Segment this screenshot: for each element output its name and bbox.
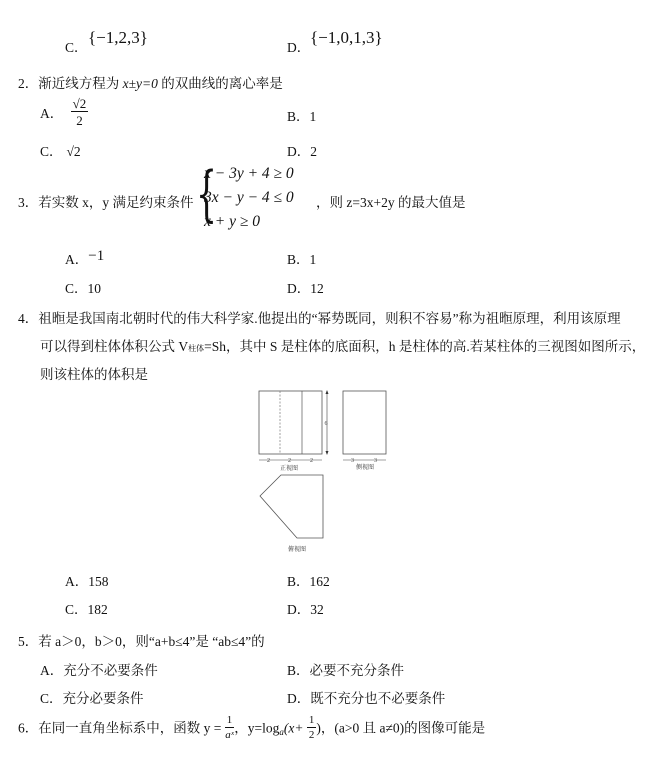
stem-text: 祖暅是我国南北朝时代的伟大科学家.他提出的“幂势既同，则积不容易”称为祖暅原理，利用该原理: [38, 311, 621, 326]
option-label: D．: [287, 40, 311, 55]
option-value: 10: [87, 281, 102, 296]
option-label: C．: [65, 281, 88, 296]
option-value: 12: [310, 281, 324, 296]
option-label: D．: [287, 281, 311, 296]
stem-text: 在同一直角坐标系中，函数 y =: [38, 720, 222, 736]
log-base: a: [279, 726, 284, 737]
option-label: A．: [40, 106, 64, 121]
stem-text: 若实数 x，y 满足约束条件: [38, 195, 194, 210]
question-number: 5．: [18, 634, 39, 649]
question-6-stem: [18, 715, 485, 741]
q2-option-a: [40, 97, 88, 127]
q4-option-a: [65, 570, 109, 590]
top-view-outline: [260, 475, 323, 538]
option-label: A．: [40, 663, 64, 678]
three-view-figure: [250, 385, 400, 560]
option-label: D．: [287, 602, 311, 617]
side-dim-2: 3: [374, 458, 377, 464]
subscript: 柱体: [188, 344, 205, 353]
question-3-stem-prefix: [18, 191, 194, 211]
question-number: 3．: [18, 195, 39, 210]
q1-option-c: [65, 36, 88, 56]
option-value: 1: [309, 109, 317, 124]
option-label: A．: [65, 574, 89, 589]
stem-text: )，(a>0 且 a≠0)的图像可能是: [316, 720, 486, 736]
top-view: [260, 475, 323, 553]
option-label: B．: [287, 663, 310, 678]
stem-text: ，y=log: [234, 720, 280, 736]
option-value: 充分必要条件: [62, 691, 144, 706]
option-value: √2: [66, 144, 81, 159]
question-5-stem: [18, 630, 265, 650]
fraction-numerator: √2: [72, 96, 87, 111]
fraction: [71, 97, 89, 127]
fraction-numerator: 1: [226, 714, 233, 726]
stem-text: 若 a＞0，b＞0，则“a+b≤4”是 “ab≤4”的: [38, 634, 265, 649]
front-dim-2: 2: [288, 458, 291, 464]
q4-option-c: [65, 598, 108, 618]
option-value: 162: [309, 574, 330, 589]
fraction-denominator: aˣ: [225, 729, 234, 741]
side-dim-1: 3: [351, 458, 354, 464]
question-number: 6．: [18, 720, 39, 736]
option-label: B．: [287, 574, 310, 589]
option-value: −1: [88, 248, 105, 264]
question-number: 4．: [18, 311, 39, 326]
stem-text: 的双曲线的离心率是: [157, 76, 283, 91]
q5-option-c: [40, 687, 144, 707]
fraction-numerator: 1: [308, 714, 315, 726]
q3-option-a: [65, 248, 104, 269]
q5-option-a: [40, 659, 158, 679]
front-height-label: 6: [324, 421, 328, 427]
option-label: A．: [65, 252, 89, 267]
option-label: C．: [65, 602, 88, 617]
option-value: 158: [88, 574, 109, 589]
q2-option-b: [287, 105, 316, 125]
constraint-2: 3x − y − 4 ≤ 0: [204, 189, 294, 206]
stem-text: 可以得到柱体体积公式 V: [40, 339, 189, 354]
stem-math: x±y=0: [122, 76, 158, 91]
option-label: D．: [287, 691, 311, 706]
constraint-1: x − 3y + 4 ≥ 0: [204, 165, 294, 182]
question-3-stem-suffix: ，则 z=3x+2y 的最大值是: [316, 195, 466, 210]
option-label: D．: [287, 144, 311, 159]
side-view-outline: [343, 391, 386, 454]
front-dim-1: 2: [267, 458, 270, 464]
stem-math: (x+: [283, 720, 304, 736]
option-value: 充分不必要条件: [63, 663, 158, 678]
fraction-one-over-a-x: [225, 715, 235, 741]
option-label: C．: [40, 144, 63, 159]
constraint-3: x + y ≥ 0: [204, 213, 260, 230]
arrow-up-icon: [326, 390, 329, 394]
q3-option-d: [287, 277, 324, 297]
q5-option-b: [287, 659, 404, 679]
option-label: B．: [287, 252, 310, 267]
option-label: C．: [65, 40, 88, 55]
question-4-line-1: [18, 307, 621, 327]
q1-option-d: [287, 36, 310, 56]
q3-option-c: [65, 277, 101, 297]
stem-text: 渐近线方程为: [38, 76, 123, 91]
question-4-line-3: 则该柱体的体积是: [40, 367, 148, 382]
front-view: [259, 390, 329, 472]
option-value: 1: [309, 252, 317, 267]
question-2-stem: [18, 72, 283, 92]
q3-option-b: [287, 248, 316, 268]
fraction-one-half: [307, 715, 317, 741]
side-view: [343, 391, 386, 471]
stem-text: =Sh，其中 S 是柱体的底面积，h 是柱体的高.若某柱体的三视图如图所示，: [204, 339, 646, 354]
q4-option-d: [287, 598, 324, 618]
option-value: 182: [87, 602, 108, 617]
question-4-line-2: [40, 335, 645, 355]
q5-option-d: [287, 687, 445, 707]
q4-option-b: [287, 570, 330, 590]
option-value: 既不充分也不必要条件: [310, 691, 446, 706]
top-view-label: 俯视图: [288, 547, 307, 553]
option-label: C．: [40, 691, 63, 706]
arrow-down-icon: [326, 451, 329, 455]
fraction-denominator: 2: [308, 729, 315, 741]
front-view-label: 正视图: [280, 466, 299, 472]
q1-option-c-value: {−1,2,3}: [88, 28, 148, 47]
q1-option-d-value: {−1,0,1,3}: [310, 28, 383, 47]
front-dim-3: 2: [310, 458, 313, 464]
option-value: 2: [310, 144, 317, 159]
front-view-outline: [259, 391, 322, 454]
fraction-denominator: 2: [76, 113, 83, 128]
q2-option-c: [40, 140, 81, 160]
option-value: 必要不充分条件: [309, 663, 405, 678]
q2-option-d: [287, 140, 317, 160]
side-view-label: 侧视图: [356, 465, 375, 471]
left-brace: {: [196, 159, 218, 229]
option-label: B．: [287, 109, 310, 124]
option-value: 32: [310, 602, 324, 617]
question-number: 2．: [18, 76, 39, 91]
